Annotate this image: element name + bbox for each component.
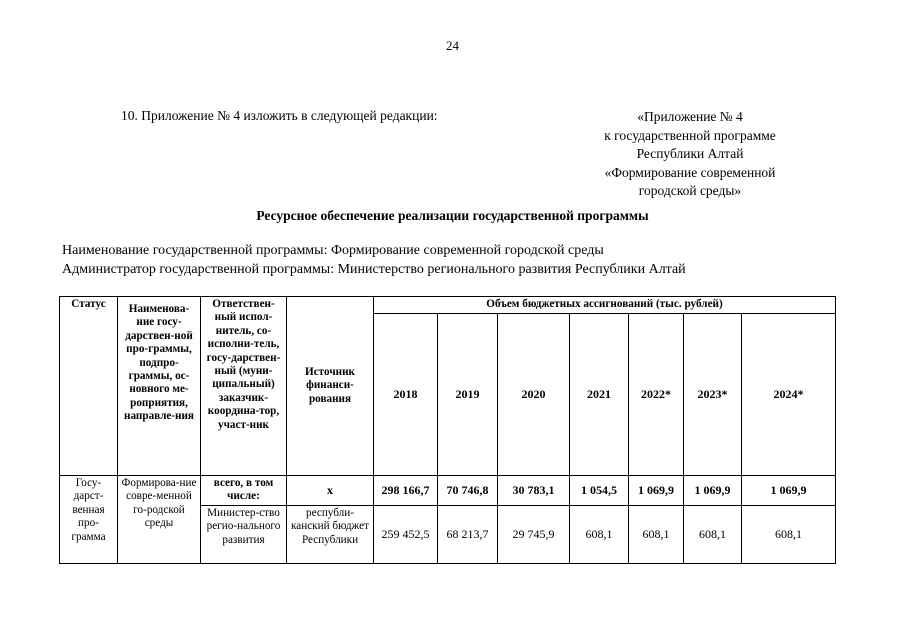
appendix-line: «Формирование современной bbox=[604, 164, 776, 180]
row-value: 1 054,5 bbox=[570, 476, 629, 506]
header-funding-source: Источник финанси-рования bbox=[287, 297, 374, 476]
row-value: 298 166,7 bbox=[374, 476, 438, 506]
row-value: 608,1 bbox=[629, 505, 684, 563]
appendix-reference bbox=[590, 108, 790, 201]
appendix-line: Республики Алтай bbox=[636, 146, 744, 161]
appendix-line: к государственной программе bbox=[604, 127, 776, 143]
row-value: 68 213,7 bbox=[438, 505, 498, 563]
document-title: Ресурсное обеспечение реализации государственной программы bbox=[256, 208, 649, 223]
header-year: 2020 bbox=[498, 314, 570, 476]
header-year: 2023* bbox=[684, 314, 742, 476]
intro-text: 10. Приложение № 4 изложить в следующей редакции: bbox=[121, 108, 438, 123]
row-executor: Министер-ство регио-нального развития bbox=[201, 505, 287, 563]
row-executor: всего, в том числе: bbox=[201, 476, 287, 506]
row-value: 1 069,9 bbox=[629, 476, 684, 506]
header-year: 2019 bbox=[438, 314, 498, 476]
row-funding-source: республи-канский бюджет Республики bbox=[287, 505, 374, 563]
row-funding-source: х bbox=[287, 476, 374, 506]
row-value: 70 746,8 bbox=[438, 476, 498, 506]
row-value: 608,1 bbox=[570, 505, 629, 563]
appendix-line: городской среды» bbox=[638, 183, 742, 198]
header-program-name: Наименова-ние госу-дарствен-ной про-граммы, подпро-граммы, ос-новного ме-роприятия, направле-ния bbox=[118, 297, 201, 476]
header-year: 2022* bbox=[629, 314, 684, 476]
row-program-name: Формирова-ние совре-менной го-родской среды bbox=[118, 476, 201, 564]
program-name: Наименование государственной программы: Формирование современной городской среды bbox=[62, 243, 604, 258]
header-year: 2018 bbox=[374, 314, 438, 476]
row-status: Госу-дарст-венная про-грамма bbox=[60, 476, 118, 564]
header-year: 2024* bbox=[742, 314, 836, 476]
table-header-row bbox=[60, 297, 836, 314]
row-value: 1 069,9 bbox=[742, 476, 836, 506]
appendix-line: «Приложение № 4 bbox=[637, 109, 743, 124]
resource-table bbox=[59, 296, 836, 564]
page-number: 24 bbox=[446, 38, 459, 53]
row-value: 608,1 bbox=[742, 505, 836, 563]
row-value: 29 745,9 bbox=[498, 505, 570, 563]
row-value: 30 783,1 bbox=[498, 476, 570, 506]
header-budget-group: Объем бюджетных ассигнований (тыс. рублей) bbox=[374, 297, 836, 314]
row-value: 1 069,9 bbox=[684, 476, 742, 506]
row-value: 259 452,5 bbox=[374, 505, 438, 563]
table-row bbox=[60, 476, 836, 506]
header-executor: Ответствен-ный испол-нитель, со-исполни-тель, госу-дарствен-ный (муни-ципальный) заказчик-координа-тор, участ-ник bbox=[201, 297, 287, 476]
header-year: 2021 bbox=[570, 314, 629, 476]
header-status: Статус bbox=[60, 297, 118, 476]
program-administrator: Администратор государственной программы: Министерство регионального развития Республики Алтай bbox=[62, 262, 686, 277]
row-value: 608,1 bbox=[684, 505, 742, 563]
